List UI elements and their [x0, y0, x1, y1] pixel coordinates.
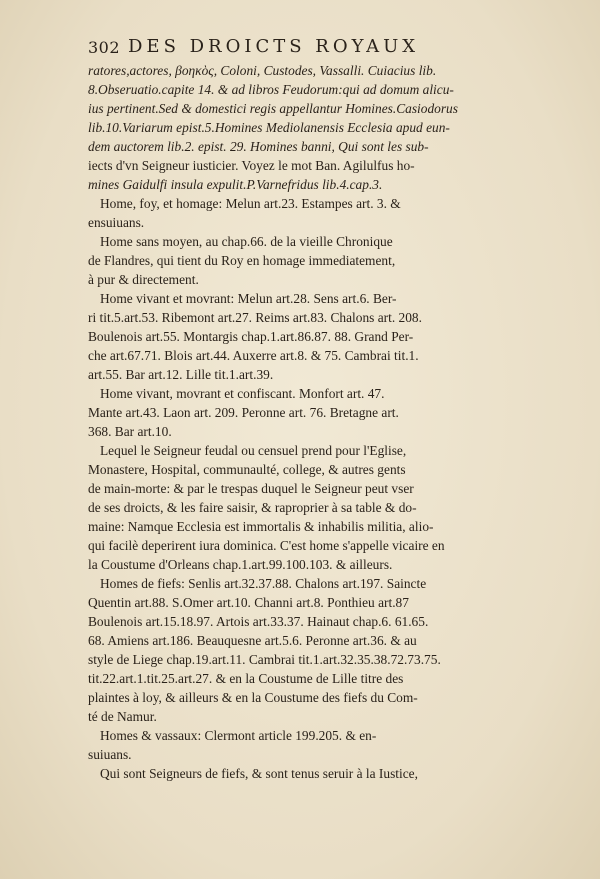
text-line: lib.10.Variarum epist.5.Homines Mediolanensis Ecclesia apud eun- — [88, 120, 450, 135]
text-line: art.55. Bar art.12. Lille tit.1.art.39. — [88, 367, 274, 382]
text-line: Boulenois art.55. Montargis chap.1.art.86.87. 88. Grand Per- — [88, 329, 414, 344]
text-line: Homes de fiefs: Senlis art.32.37.88. Chalons art.197. Saincte — [100, 576, 427, 591]
text-line: té de Namur. — [88, 709, 157, 724]
text-line: ratores,actores, βοηκὸς, Coloni, Custodes, Vassalli. Cuiacius lib. — [88, 63, 437, 78]
text-line: style de Liege chap.19.art.11. Cambrai tit.1.art.32.35.38.72.73.75. — [88, 652, 441, 667]
text-line: de main-morte: & par le trespas duquel le Seigneur peut vser — [88, 481, 414, 496]
text-line: suiuans. — [88, 747, 132, 762]
text-line: mines Gaidulfi insula expulit.P.Varnefridus lib.4.cap.3. — [88, 177, 383, 192]
text-line: che art.67.71. Blois art.44. Auxerre art.8. & 75. Cambrai tit.1. — [88, 348, 419, 363]
text-line: ius pertinent.Sed & domestici regis appellantur Homines.Casiodorus — [88, 101, 458, 116]
text-line: de ses droicts, & les faire saisir, & raproprier à sa table & do- — [88, 500, 417, 515]
text-line: Monastere, Hospital, communaulté, college, & autres gents — [88, 462, 406, 477]
text-line: Home vivant et movrant: Melun art.28. Sens art.6. Ber- — [100, 291, 397, 306]
text-line: la Coustume d'Orleans chap.1.art.99.100.103. & ailleurs. — [88, 557, 393, 572]
text-line: Home sans moyen, au chap.66. de la vieille Chronique — [100, 234, 393, 249]
text-line: Home, foy, et homage: Melun art.23. Estampes art. 3. & — [100, 196, 401, 211]
page-header — [88, 36, 508, 60]
text-line: à pur & directement. — [88, 272, 199, 287]
text-line: dem auctorem lib.2. epist. 29. Homines banni, Qui sont les sub- — [88, 139, 429, 154]
body-text — [88, 61, 503, 783]
text-line: plaintes à loy, & ailleurs & en la Coustume des fiefs du Com- — [88, 690, 418, 705]
text-line: Lequel le Seigneur feudal ou censuel prend pour l'Eglise, — [100, 443, 407, 458]
text-line: 68. Amiens art.186. Beauquesne art.5.6. Peronne art.36. & au — [88, 633, 417, 648]
text-line: 8.Obseruatio.capite 14. & ad libros Feudorum:qui ad domum alicu- — [88, 82, 454, 97]
text-line: maine: Namque Ecclesia est immortalis & inhabilis militia, alio- — [88, 519, 434, 534]
text-line: Quentin art.88. S.Omer art.10. Channi art.8. Ponthieu art.87 — [88, 595, 409, 610]
text-line: Mante art.43. Laon art. 209. Peronne art. 76. Bretagne art. — [88, 405, 399, 420]
text-line: de Flandres, qui tient du Roy en homage immediatement, — [88, 253, 396, 268]
running-head: DES DROICTS ROYAUX — [128, 36, 420, 57]
text-line: qui facilè deperirent iura dominica. C'est home s'appelle vicaire en — [88, 538, 445, 553]
text-line: ensuiuans. — [88, 215, 145, 230]
text-line: ri tit.5.art.53. Ribemont art.27. Reims art.83. Chalons art. 208. — [88, 310, 422, 325]
text-line: iects d'vn Seigneur iusticier. Voyez le mot Ban. Agilulfus ho- — [88, 158, 415, 173]
text-line: Homes & vassaux: Clermont article 199.205. & en- — [100, 728, 377, 743]
page-number: 302 — [88, 38, 121, 57]
text-line: Home vivant, movrant et confiscant. Monfort art. 47. — [100, 386, 385, 401]
text-line: 368. Bar art.10. — [88, 424, 172, 439]
text-line: Qui sont Seigneurs de fiefs, & sont tenus seruir à la Iustice, — [100, 766, 418, 781]
text-line: Boulenois art.15.18.97. Artois art.33.37. Hainaut chap.6. 61.65. — [88, 614, 429, 629]
text-line: tit.22.art.1.tit.25.art.27. & en la Coustume de Lille titre des — [88, 671, 404, 686]
